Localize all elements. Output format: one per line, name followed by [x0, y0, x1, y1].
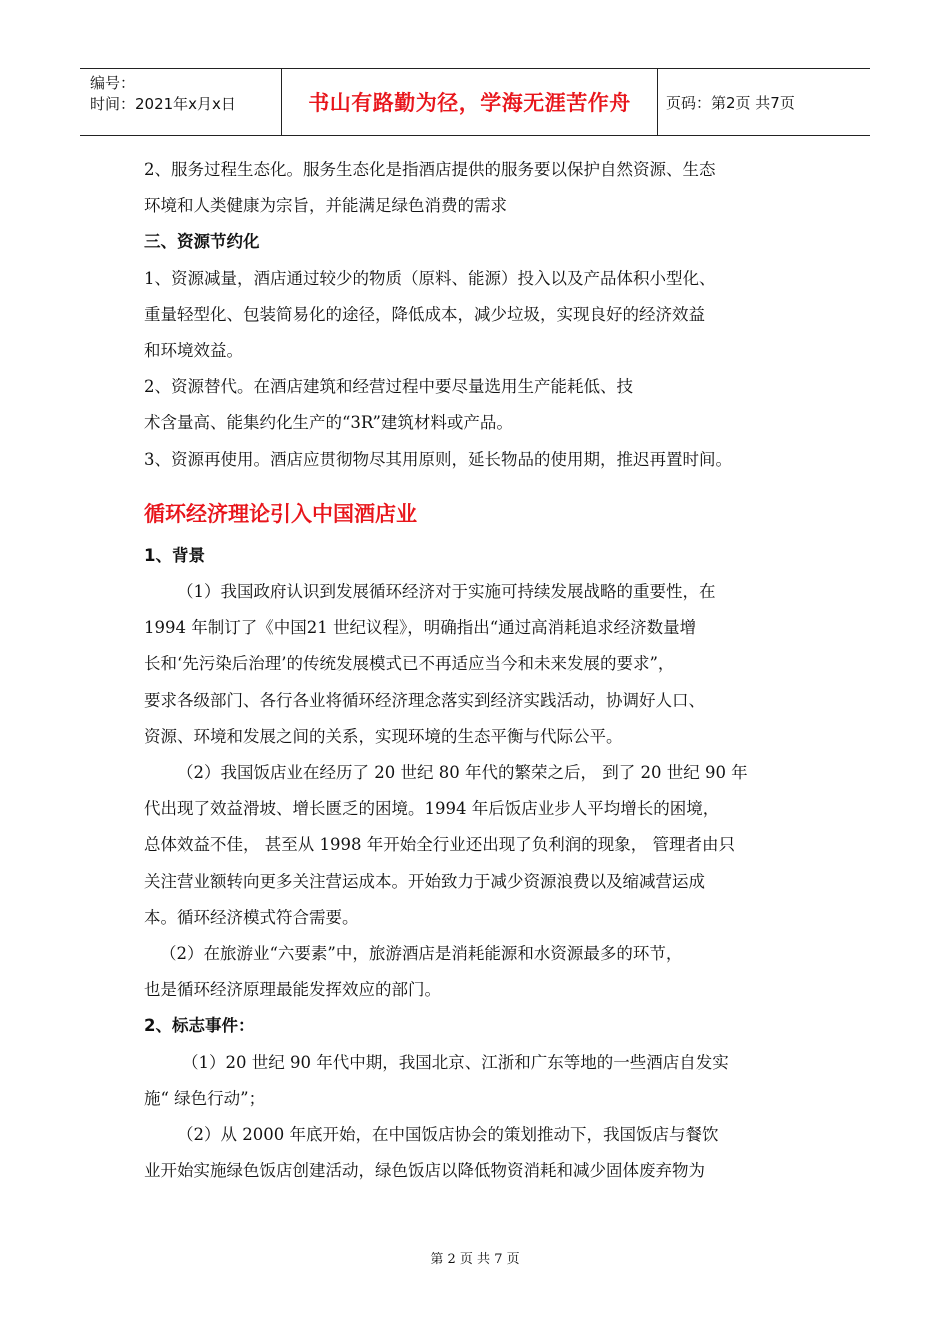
paragraph-line: 资源、环境和发展之间的关系，实现环境的生态平衡与代际公平。	[144, 726, 623, 746]
paragraph-line: （1）20 世纪 90 年代中期，我国北京、江浙和广东等地的一些酒店自发实	[182, 1052, 729, 1072]
paragraph-line: （2）从 2000 年底开始，在中国饭店协会的策划推动下，我国饭店与餐饮	[177, 1125, 719, 1145]
document-body	[144, 152, 810, 1189]
paragraph-line: 要求各级部门、各行各业将循环经济理念落实到经济实践活动，协调好人口、	[144, 690, 705, 710]
page-header	[80, 68, 870, 136]
header-page-label: 页码：第2页 共7页	[666, 93, 795, 112]
time-label: 时间：2021年x月x日	[90, 95, 236, 113]
header-motto: 书山有路勤为径，学海无涯苦作舟	[282, 69, 658, 135]
paragraph-line: 施“ 绿色行动”；	[144, 1088, 266, 1108]
paragraph-line: 和环境效益。	[144, 341, 243, 361]
paragraph-line: 3、资源再使用。酒店应贯彻物尽其用原则，延长物品的使用期，推迟再置时间。	[144, 449, 732, 469]
paragraph-line: 也是循环经济原理最能发挥效应的部门。	[144, 980, 441, 1000]
number-label: 编号：	[90, 74, 136, 92]
paragraph-line: 本。循环经济模式符合需要。	[144, 907, 359, 927]
paragraph-line: 重量轻型化、包装简易化的途径，降低成本，减少垃圾，实现良好的经济效益	[144, 304, 705, 324]
section-title: 循环经济理论引入中国酒店业	[144, 500, 417, 526]
paragraph-line: 2、服务过程生态化。服务生态化是指酒店提供的服务要以保护自然资源、生态	[144, 160, 716, 179]
paragraph-line: 1994 年制订了《中国21 世纪议程》，明确指出“通过高消耗追求经济数量增	[144, 618, 697, 638]
paragraph-line: 关注营业额转向更多关注营运成本。开始致力于减少资源浪费以及缩减营运成	[144, 871, 705, 891]
paragraph-line: 2、资源替代。在酒店建筑和经营过程中要尽量选用生产能耗低、技	[144, 377, 633, 397]
header-meta	[80, 69, 282, 135]
paragraph-line: （2）我国饭店业在经历了 20 世纪 80 年代的繁荣之后， 到了 20 世纪 90 年	[177, 763, 748, 783]
page-footer: 第 2 页 共 7 页	[430, 1252, 520, 1267]
paragraph-line: 长和‘先污染后治理’的传统发展模式已不再适应当今和未来发展的要求”，	[144, 654, 675, 674]
paragraph-line: 代出现了效益滑坡、增长匮乏的困境。1994 年后饭店业步人平均增长的困境，	[144, 799, 720, 819]
paragraph-line: 1、资源减量，酒店通过较少的物质（原料、能源）投入以及产品体积小型化、	[144, 268, 716, 288]
paragraph-line: 术含量高、能集约化生产的“3R”建筑材料或产品。	[144, 413, 513, 433]
subheading-background: 1、背景	[144, 545, 205, 565]
paragraph-line: 总体效益不佳， 甚至从 1998 年开始全行业还出现了负利润的现象， 管理者由只	[144, 835, 735, 855]
paragraph-line: （2）在旅游业“六要素”中，旅游酒店是消耗能源和水资源最多的环节，	[160, 944, 683, 964]
subheading-resource-saving: 三、资源节约化	[144, 232, 260, 252]
subheading-events: 2、标志事件：	[144, 1016, 255, 1036]
paragraph-line: 环境和人类健康为宗旨，并能满足绿色消费的需求	[144, 196, 507, 216]
paragraph-line: 业开始实施绿色饭店创建活动，绿色饭店以降低物资消耗和减少固体废弃物为	[144, 1161, 705, 1181]
paragraph-line: （1）我国政府认识到发展循环经济对于实施可持续发展战略的重要性，在	[177, 582, 716, 602]
